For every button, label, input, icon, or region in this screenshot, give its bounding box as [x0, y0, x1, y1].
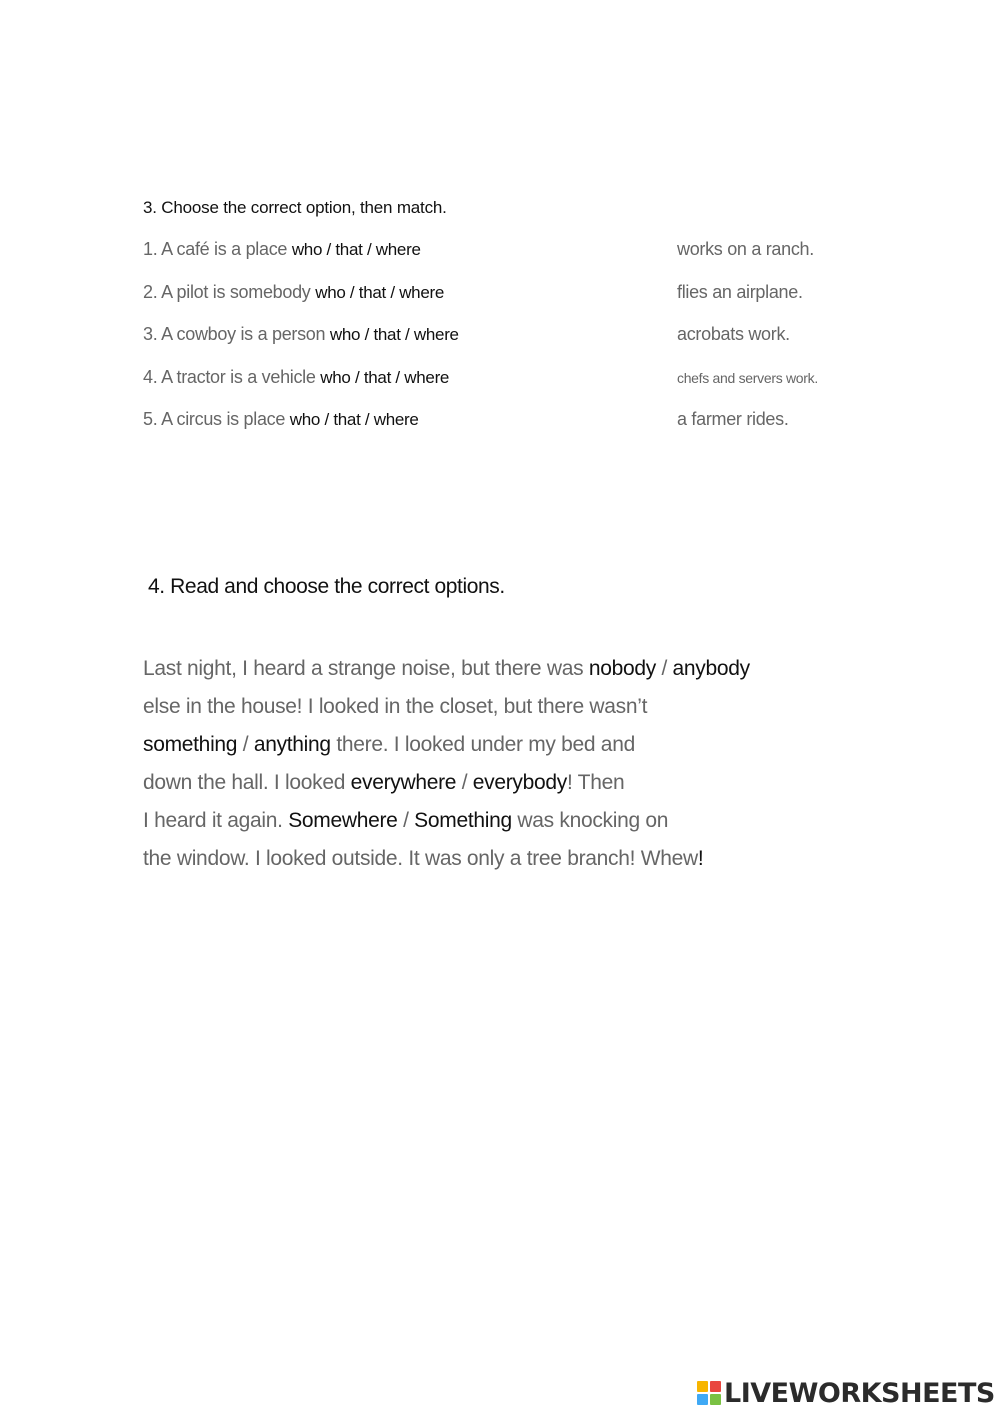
item-options[interactable]: who / that / where: [315, 283, 445, 302]
match-option-5[interactable]: a farmer rides.: [677, 409, 789, 429]
choice-option[interactable]: anything: [253, 733, 331, 756]
liveworksheets-logo[interactable]: [697, 1379, 995, 1407]
match-option-4[interactable]: chefs and servers work.: [677, 370, 818, 386]
passage-line: else in the house! I looked in the closet, but there wasn’t: [143, 695, 648, 718]
item-stem: 5. A circus is place: [143, 409, 290, 429]
match-option-1[interactable]: works on a ranch.: [677, 239, 814, 259]
liveworksheets-logo-icon: [697, 1381, 721, 1405]
item-options[interactable]: who / that / where: [329, 325, 459, 344]
passage-line: something / anything there. I looked under my bed and: [143, 733, 635, 756]
exercise-3-item-5: [143, 409, 419, 430]
choice-option[interactable]: something: [143, 733, 238, 756]
item-options[interactable]: who / that / where: [291, 240, 421, 259]
item-stem: 1. A café is a place: [143, 239, 292, 259]
exercise-3-item-4: [143, 367, 449, 388]
match-option-3[interactable]: acrobats work.: [677, 324, 790, 344]
logo-square: [710, 1381, 721, 1392]
exercise-3-item-1: [143, 239, 421, 260]
item-stem: 3. A cowboy is a person: [143, 324, 330, 344]
match-option-2[interactable]: flies an airplane.: [677, 282, 803, 302]
choice-option[interactable]: Somewhere: [288, 809, 398, 832]
exercise-3-item-3: [143, 324, 459, 345]
passage-line: the window. I looked outside. It was only a tree branch! Whew!: [143, 847, 704, 870]
choice-option[interactable]: nobody: [588, 657, 656, 680]
item-stem: 4. A tractor is a vehicle: [143, 367, 321, 387]
choice-option[interactable]: Something: [414, 809, 512, 832]
choice-option[interactable]: everywhere: [350, 771, 457, 794]
logo-square: [697, 1394, 708, 1405]
exercise-3-title: 3. Choose the correct option, then match.: [143, 198, 447, 217]
item-options[interactable]: who / that / where: [320, 368, 450, 387]
logo-text: LIVEWORKSHEETS: [724, 1377, 995, 1409]
passage-line: I heard it again. Somewhere / Something was knocking on: [143, 809, 669, 832]
item-options[interactable]: who / that / where: [289, 410, 419, 429]
choice-option[interactable]: everybody: [472, 771, 567, 794]
exercise-4-title: 4. Read and choose the correct options.: [148, 575, 505, 598]
exercise-3-item-2: [143, 282, 444, 303]
choice-option[interactable]: anybody: [672, 657, 750, 680]
passage-line: down the hall. I looked everywhere / everybody! Then: [143, 771, 625, 794]
passage-line: Last night, I heard a strange noise, but there was nobody / anybody: [143, 657, 750, 680]
logo-square: [697, 1381, 708, 1392]
exercise-4-passage: [143, 650, 843, 878]
logo-square: [710, 1394, 721, 1405]
item-stem: 2. A pilot is somebody: [143, 282, 316, 302]
